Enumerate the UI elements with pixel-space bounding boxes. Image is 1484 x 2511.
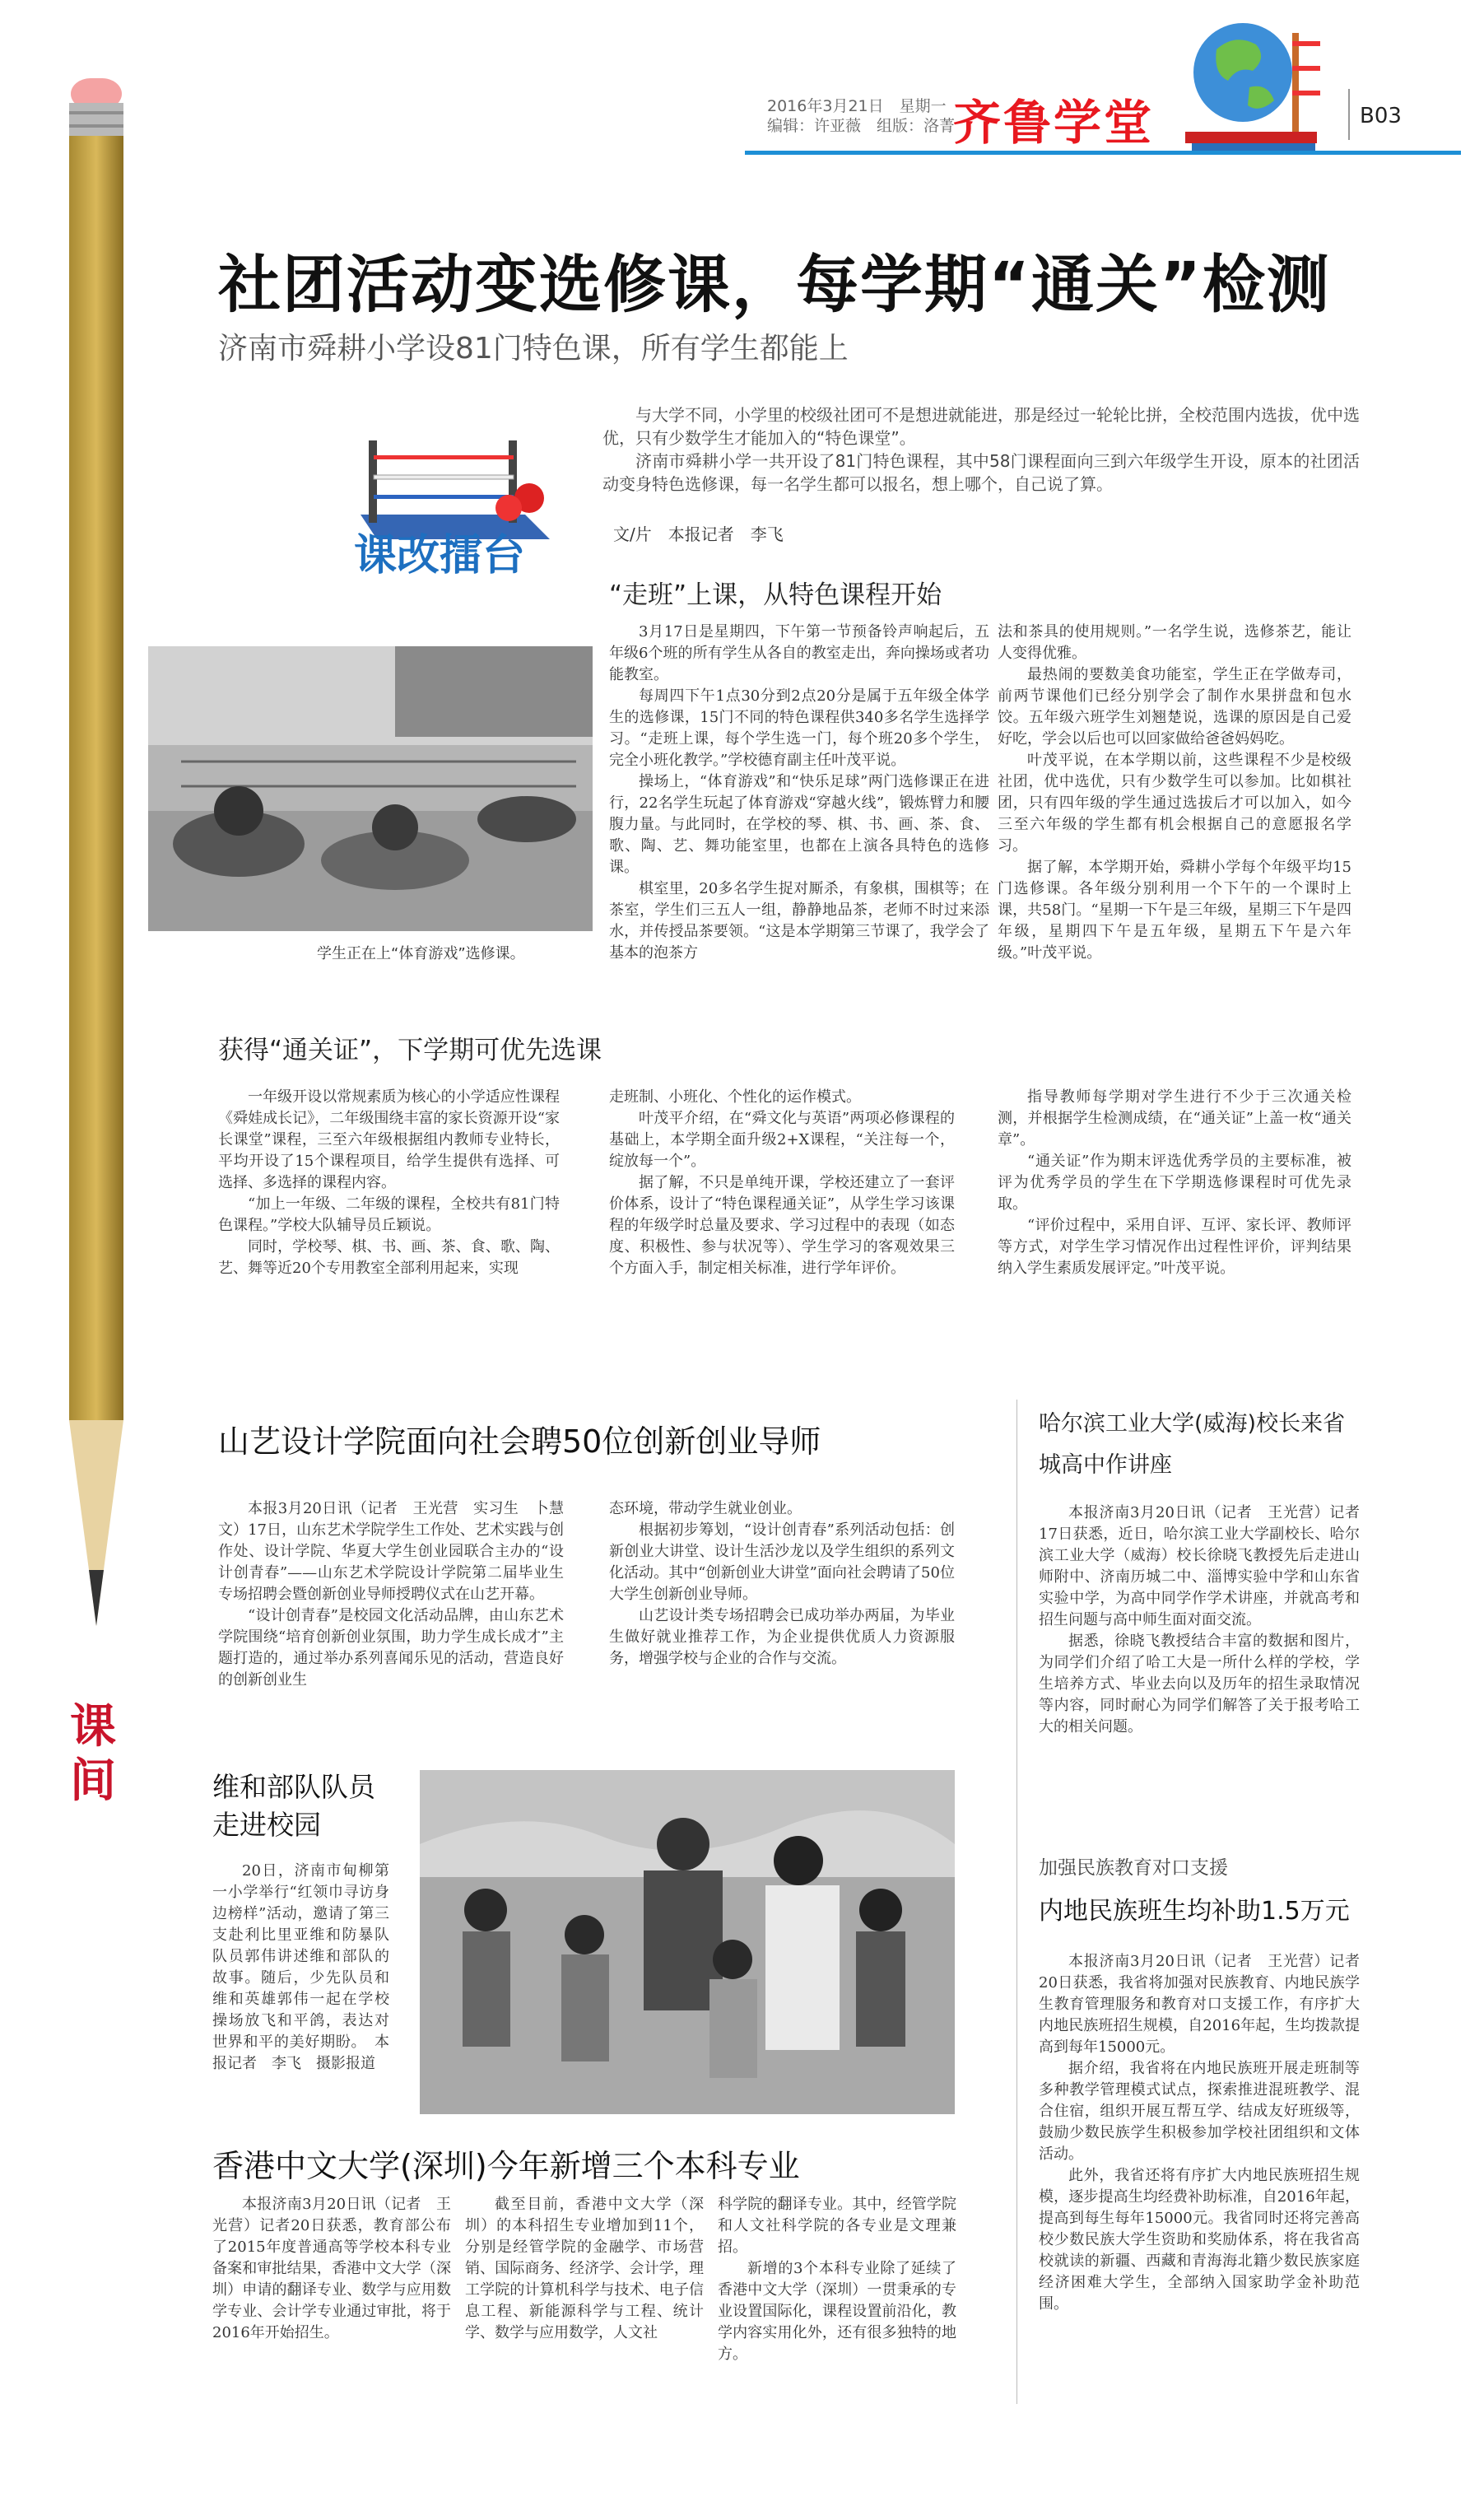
body-paragraph: 据了解，本学期开始，舜耕小学每个年级平均15门选修课。各年级分别利用一个下午的一个课时上课，共58门。“星期一下午是三年级，星期三下午是四年级，星期四下午是五年级，星期五下午是六年级。”叶茂平说。 xyxy=(998,859,1351,962)
lead-paragraph: 与大学不同，小学里的校级社团可不是想进就能进，那是经过一轮轮比拼，全校范围内选拔，优中选优，只有少数学生才能加入的“特色课堂”。 xyxy=(602,405,1360,448)
main-subheadline: 济南市舜耕小学设81门特色课，所有学生都能上 xyxy=(218,332,849,366)
section1-column-1 xyxy=(609,622,989,964)
article4-column-3 xyxy=(718,2194,956,2365)
body-paragraph: “加上一年级、二年级的课程，全校共有81门特色课程。”学校大队辅导员丘颖说。 xyxy=(218,1195,560,1234)
main-headline: 社团活动变选修课，每学期“通关”检测 xyxy=(218,248,1331,321)
article4-column-1 xyxy=(212,2194,451,2344)
body-paragraph: 叶茂平说，在本学期以前，这些课程不少是校级社团，优中选优，只有少数学生可以参加。比如棋社团，只有四年级的学生通过选拔后才可以加入，如今三至六年级的学生都有机会根据自己的意愿报名学习。 xyxy=(998,752,1351,855)
body-paragraph: 据悉，徐晓飞教授结合丰富的数据和图片，为同学们介绍了哈工大是一所什么样的学校，学生培养方式、毕业去向以及历年的招生录取情况等内容，同时耐心为同学们解答了关于报考哈工大的相关问题。 xyxy=(1039,1633,1360,1735)
editor-line: 编辑：许亚薇 组版：洛菁 xyxy=(767,117,956,135)
body-paragraph: 3月17日是星期四，下午第一节预备铃声响起后，五年级6个班的所有学生从各自的教室走出，奔向操场或者功能教室。 xyxy=(609,623,989,683)
article3-body xyxy=(212,1861,389,2075)
article3-headline: 维和部队队员走进校园 xyxy=(212,1771,375,1841)
body-paragraph: “设计创青春”是校园文化活动品牌，由山东艺术学院围绕“培育创新创业氛围，助力学生成长成才”主题打造的，通过举办系列喜闻乐见的活动，营造良好的创新创业生 xyxy=(218,1607,564,1689)
photo-peacekeeper-visit xyxy=(420,1770,955,2114)
article6-body xyxy=(1039,1951,1360,2315)
globe-illustration xyxy=(1177,8,1325,161)
section-heading-2: 获得“通关证”，下学期可优先选课 xyxy=(218,1036,602,1065)
body-paragraph: 叶茂平介绍，在“舜文化与英语”两项必修课程的基础上，本学期全面升级2+X课程，“关注每一个，绽放每一个”。 xyxy=(609,1110,955,1170)
article2-column-1 xyxy=(218,1498,564,1691)
body-paragraph: 根据初步筹划，“设计创青春”系列活动包括：创新创业大讲堂、设计生活沙龙以及学生组织的系列文化活动。其中“创新创业大讲堂”面向社会聘请了50位大学生创新创业导师。 xyxy=(609,1521,955,1603)
side-label xyxy=(64,1700,122,1809)
body-paragraph: 最热闹的要数美食功能室，学生正在学做寿司，前两节课他们已经分别学会了制作水果拼盘和包水饺。五年级六班学生刘翘楚说，选课的原因是自己爱好吃，学会以后也可以回家做给爸爸妈妈吃。 xyxy=(998,666,1351,748)
body-paragraph: 走班制、小班化、个性化的运作模式。 xyxy=(609,1088,861,1106)
article6-headline: 内地民族班生均补助1.5万元 xyxy=(1039,1897,1350,1926)
body-paragraph: 法和茶具的使用规则。”一名学生说，选修茶艺，能让人变得优雅。 xyxy=(998,623,1351,662)
body-paragraph: 一年级开设以常规素质为核心的小学适应性课程《舜娃成长记》，二年级围绕丰富的家长资源开设“家长课堂”课程，三至六年级根据组内教师专业特长，平均开设了15个课程项目，给学生提供有选择、可选择、多选择的课程内容。 xyxy=(218,1088,560,1191)
section2-column-2 xyxy=(609,1087,955,1279)
photo-caption: 学生正在上“体育游戏”选修课。 xyxy=(317,945,525,962)
article4-headline: 香港中文大学(深圳)今年新增三个本科专业 xyxy=(212,2148,800,2184)
page-number-divider xyxy=(1348,89,1350,140)
body-paragraph: 本报济南3月20日讯（记者 王光营）记者20日获悉，教育部公布了2015年度普通高等学校本科专业备案和审批结果，香港中文大学（深圳）申请的翻译专业、数学与应用数学专业、会计学专业通过审批，将于2016年开始招生。 xyxy=(212,2196,451,2341)
body-paragraph: 20日，济南市甸柳第一小学举行“红领巾寻访身边榜样”活动，邀请了第三支赴利比里亚维和防暴队队员郭伟讲述维和部队的故事。随后，少先队员和维和英雄郭伟一起在学校操场放飞和平鸽，表达对世界和平的美好期盼。 本报记者 李飞 摄影报道 xyxy=(212,1862,389,2072)
article2-headline: 山艺设计学院面向社会聘50位创新创业导师 xyxy=(218,1423,821,1460)
page-number: B03 xyxy=(1360,104,1402,128)
column-divider xyxy=(1016,1400,1017,2404)
article2-column-2 xyxy=(609,1498,955,1670)
body-paragraph: 此外，我省还将有序扩大内地民族班招生规模，逐步提高生均经费补助标准，自2016年起，提高到每生每年15000元。我省同时还将完善高校少数民族大学生资助和奖励体系，将在我省高校就读的新疆、西藏和青海海北籍少数民族家庭经济困难大学生，全部纳入国家助学金补助范围。 xyxy=(1039,2167,1360,2313)
article5-headline: 哈尔滨工业大学(威海)校长来省城高中作讲座 xyxy=(1039,1411,1346,1478)
body-paragraph: 科学院的翻译专业。其中，经管学院和人文社科学院的各专业是文理兼招。 xyxy=(718,2196,956,2256)
body-paragraph: 每周四下午1点30分到2点20分是属于五年级全体学生的选修课，15门不同的特色课程供340多名学生选择学习。“走班上课，每个学生选一门，每个班20多个学生，完全小班化教学。”学校德育副主任叶茂平说。 xyxy=(609,687,989,769)
body-paragraph: 本报3月20日讯（记者 王光营 实习生 卜慧文）17日，山东艺术学院学生工作处、艺术实践与创作处、设计学院、华夏大学生创业园联合主办的“设计创青春”——山东艺术学院设计学院第二届毕业生专场招聘会暨创新创业导师授聘仪式在山艺开幕。 xyxy=(218,1500,564,1603)
article5-body xyxy=(1039,1502,1360,1738)
section1-column-2 xyxy=(998,622,1351,964)
section2-column-3 xyxy=(998,1087,1351,1279)
body-paragraph: 据介绍，我省将在内地民族班开展走班制等多种教学管理模式试点，探索推进混班教学、混合住宿，组织开展互帮互学、结成友好班级等，鼓励少数民族学生积极参加学校社团组织和文体活动。 xyxy=(1039,2060,1360,2163)
article6-kicker: 加强民族教育对口支援 xyxy=(1039,1857,1228,1879)
side-label-char: 间 xyxy=(70,1754,116,1808)
body-paragraph: 本报济南3月20日讯（记者 王光营）记者20日获悉，我省将加强对民族教育、内地民族学生教育管理服务和教育对口支援工作，有序扩大内地民族班招生规模，自2016年起，生均拨款提高到每年15000元。 xyxy=(1039,1953,1360,2056)
body-paragraph: 据了解，不只是单纯开课，学校还建立了一套评价体系，设计了“特色课程通关证”，从学生学习该课程的年级学时总量及要求、学习过程中的表现（如态度、积极性、参与状况等）、学生学习的客观效果三个方面入手，制定相关标准，进行学年评价。 xyxy=(609,1174,955,1277)
body-paragraph: 指导教师每学期对学生进行不少于三次通关检测，并根据学生检测成绩，在“通关证”上盖一枚“通关章”。 xyxy=(998,1088,1351,1148)
body-paragraph: 截至目前，香港中文大学（深圳）的本科招生专业增加到11个，分别是经管学院的金融学、市场营销、国际商务、经济学、会计学，理工学院的计算机科学与技术、电子信息工程、新能源科学与工程、统计学、数学与应用数学，人文社 xyxy=(465,2196,704,2341)
body-paragraph: 操场上，“体育游戏”和“快乐足球”两门选修课正在进行，22名学生玩起了体育游戏“穿越火线”，锻炼臂力和腰腹力量。与此同时，在学校的琴、棋、书、画、茶、食、歌、陶、艺、舞功能室里，也都在上演各具特色的选修课。 xyxy=(609,773,989,876)
side-label-char: 课 xyxy=(70,1700,116,1754)
pencil-illustration xyxy=(59,78,133,1642)
body-paragraph: 棋室里，20多名学生捉对厮杀，有象棋，围棋等；在茶室，学生们三五人一组，静静地品茶，老师不时过来添水，并传授品茶要领。“这是本学期第三节课了，我学会了基本的泡茶方 xyxy=(609,880,989,962)
date-line: 2016年3月21日 星期一 xyxy=(767,97,947,115)
section-title: 齐鲁学堂 xyxy=(953,95,1155,151)
byline: 文/片 本报记者 李飞 xyxy=(613,524,784,544)
body-paragraph: “评价过程中，采用自评、互评、家长评、教师评等方式，对学生学习情况作出过程性评价，评判结果纳入学生素质发展评定。”叶茂平说。 xyxy=(998,1217,1351,1277)
body-paragraph: 新增的3个本科专业除了延续了香港中文大学（深圳）一贯秉承的专业设置国际化，课程设置前沿化，教学内容实用化外，还有很多独特的地方。 xyxy=(718,2260,956,2363)
body-paragraph: “通关证”作为期末评选优秀学员的主要标准，被评为优秀学员的学生在下学期选修课程时可优先录取。 xyxy=(998,1153,1351,1213)
section2-column-1 xyxy=(218,1087,560,1279)
body-paragraph: 同时，学校琴、棋、书、画、茶、食、歌、陶、艺、舞等近20个专用教室全部利用起来，实现 xyxy=(218,1238,560,1277)
header-rule xyxy=(745,151,1461,155)
body-paragraph: 山艺设计类专场招聘会已成功举办两届，为毕业生做好就业推荐工作，为企业提供优质人力资源服务，增强学校与企业的合作与交流。 xyxy=(609,1607,955,1667)
article4-column-2 xyxy=(465,2194,704,2344)
photo-sports-class xyxy=(148,646,593,931)
body-paragraph: 本报济南3月20日讯（记者 王光营）记者17日获悉，近日，哈尔滨工业大学副校长、哈尔滨工业大学（威海）校长徐晓飞教授先后走进山师附中、济南历城二中、淄博实验中学和山东省实验中学，为高中同学作学术讲座，并就高考和招生问题与高中师生面对面交流。 xyxy=(1039,1504,1360,1628)
lead-paragraph: 济南市舜耕小学一共开设了81门特色课程，其中58门课程面向三到六年级学生开设，原本的社团活动变身特色选修课，每一名学生都可以报名，想上哪个，自己说了算。 xyxy=(602,451,1360,494)
column-badge: 课改擂台 xyxy=(354,531,526,580)
section-heading-1: “走班”上课，从特色课程开始 xyxy=(609,580,942,610)
lead-paragraphs xyxy=(602,403,1360,496)
body-paragraph: 态环境，带动学生就业创业。 xyxy=(609,1500,802,1517)
